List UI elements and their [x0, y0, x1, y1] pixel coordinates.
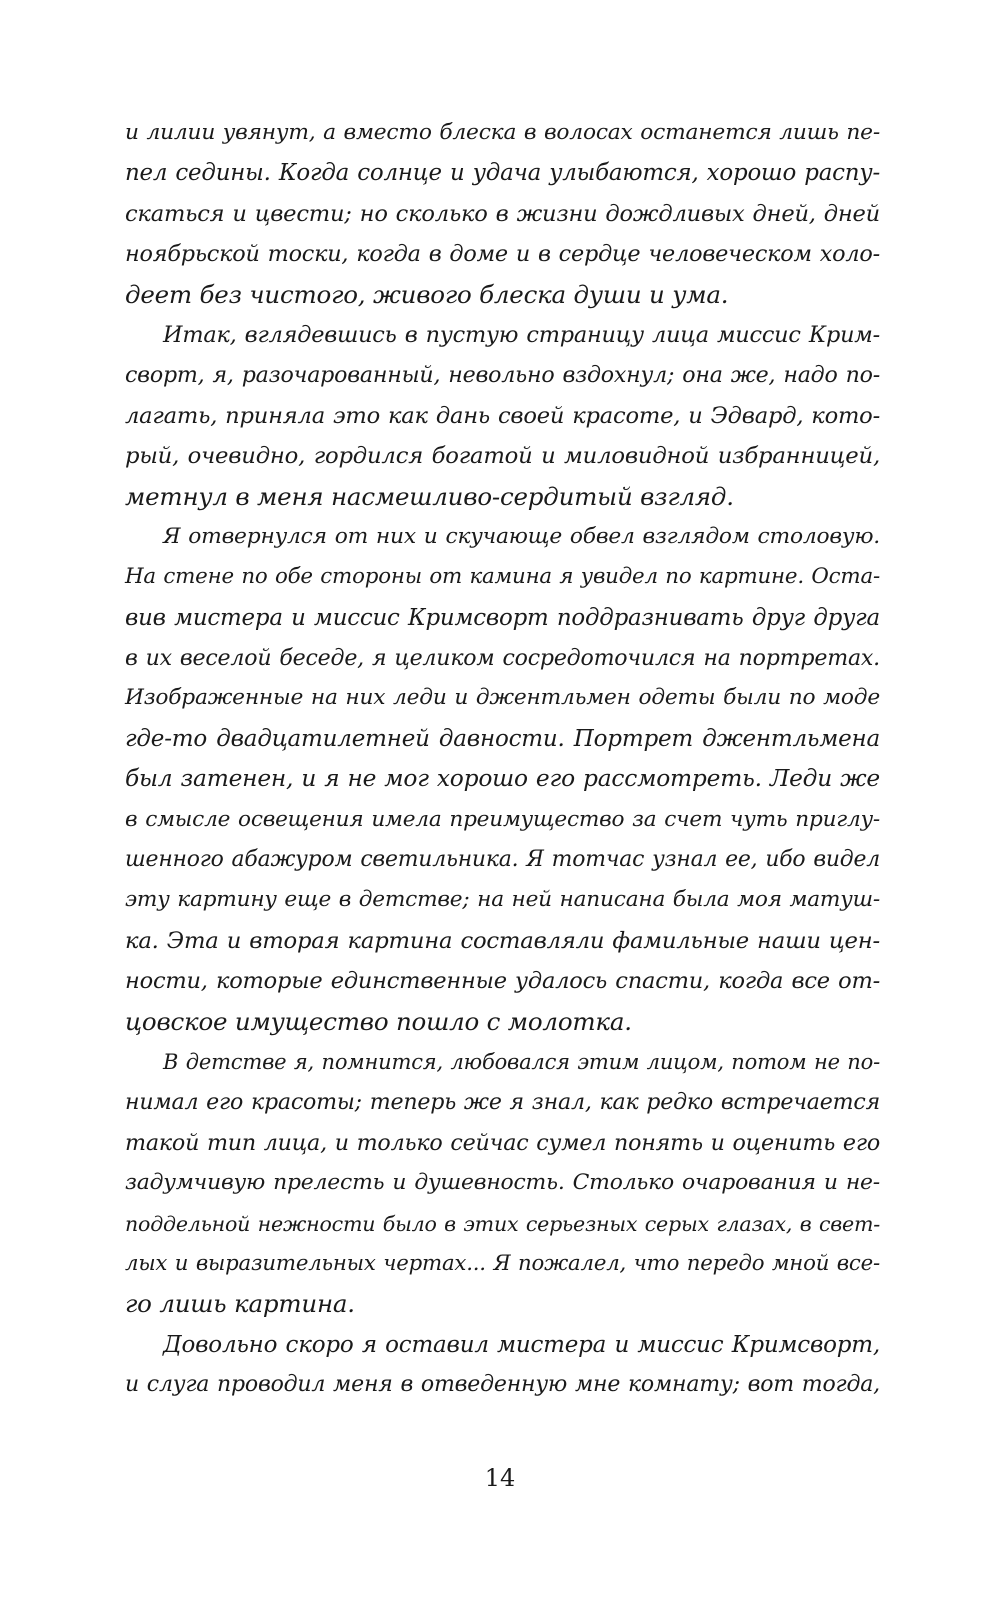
text-line: лагать, приняла это как дань своей красоте, и Эдвард, кото- — [125, 402, 880, 429]
text-line: эту картину еще в детстве; на ней написана была моя матуш- — [125, 887, 880, 913]
text-line: где-то двадцатилетней давности. Портрет джентльмена — [125, 725, 880, 752]
text-line: Я отвернулся от них и скучающе обвел взглядом столовую. — [163, 523, 880, 549]
text-line: ноябрьской тоски, когда в доме и в сердце человеческом холо- — [125, 241, 880, 268]
text-line: задумчивую прелесть и душевность. Столько очарования и не- — [125, 1170, 880, 1196]
text-line: пел седины. Когда солнце и удача улыбаются, хорошо распу- — [125, 160, 880, 187]
text-line: цовское имущество пошло с молотка. — [125, 1006, 632, 1036]
text-line: метнул в меня насмешливо-сердитый взгляд. — [125, 481, 734, 511]
text-line: вив мистера и миссис Кримсворт поддразнивать друг друга — [125, 604, 880, 631]
text-line: Довольно скоро я оставил мистера и миссис Кримсворт, — [163, 1331, 880, 1358]
text-line: и лилии увянут, а вместо блеска в волосах останется лишь пе- — [125, 120, 880, 145]
text-line: В детстве я, помнится, любовался этим лицом, потом не по- — [163, 1048, 880, 1074]
text-line: шенного абажуром светильника. Я тотчас узнал ее, ибо видел — [125, 847, 880, 873]
text-line: го лишь картина. — [125, 1289, 355, 1319]
text-line: ности, которые единственные удалось спасти, когда все от- — [125, 968, 880, 995]
text-line: рый, очевидно, гордился богатой и миловидной избранницей, — [125, 443, 880, 470]
text-line: Итак, вглядевшись в пустую страницу лица миссис Крим- — [163, 321, 880, 348]
body-text — [125, 113, 880, 1406]
page-number: 14 — [484, 1464, 516, 1492]
text-line: На стене по обе стороны от камина я увидел по картине. Оста- — [125, 564, 880, 590]
text-line: ка. Эта и вторая картина составляли фамильные наши цен- — [125, 927, 880, 954]
text-line: сворт, я, разочарованный, невольно вздохнул; она же, надо по- — [125, 362, 880, 389]
text-line: Изображенные на них леди и джентльмен одеты были по моде — [125, 685, 880, 711]
text-line: поддельной нежности было в этих серьезных серых глазах, в свет- — [125, 1211, 880, 1236]
text-line: скаться и цвести; но сколько в жизни дождливых дней, дней — [125, 200, 880, 227]
text-line: нимал его красоты; теперь же я знал, как редко встречается — [125, 1089, 880, 1116]
text-line: такой тип лица, и только сейчас сумел понять и оценить его — [125, 1129, 880, 1156]
text-line: был затенен, и я не мог хорошо его рассмотреть. Леди же — [125, 765, 880, 793]
text-line: в их веселой беседе, я целиком сосредоточился на портретах. — [125, 645, 880, 672]
text-line: деет без чистого, живого блеска души и ума. — [125, 279, 729, 309]
text-line: в смысле освещения имела преимущество за счет чуть приглу- — [125, 806, 880, 832]
text-line: лых и выразительных чертах... Я пожалел, что передо мной все- — [125, 1250, 880, 1276]
text-line: и слуга проводил меня в отведенную мне комнату; вот тогда, — [125, 1372, 880, 1398]
